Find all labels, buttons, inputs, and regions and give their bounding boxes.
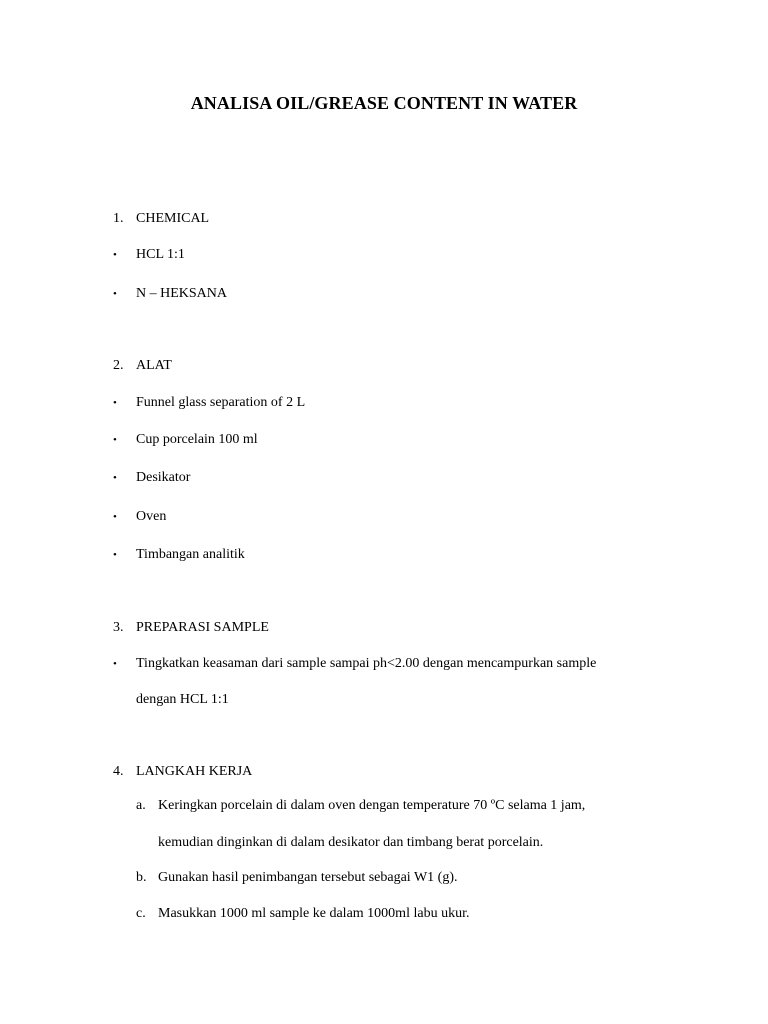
bullet-icon: • [113, 549, 117, 561]
section-heading: CHEMICAL [136, 211, 210, 226]
document-title: ANALISA OIL/GREASE CONTENT IN WATER [190, 93, 578, 113]
section-number: 4. [113, 764, 124, 779]
list-item-text: dengan HCL 1:1 [136, 692, 229, 707]
section-number: 3. [113, 620, 124, 635]
section-number: 1. [113, 211, 124, 226]
section-heading: ALAT [136, 358, 172, 373]
bullet-icon: • [113, 288, 117, 300]
bullet-icon: • [113, 249, 117, 261]
step-text: Keringkan porcelain di dalam oven dengan temperature 70 ºC selama 1 jam, [158, 798, 586, 813]
step-letter: c. [136, 906, 146, 921]
section-number: 2. [113, 358, 124, 373]
list-item-text: Oven [136, 509, 167, 524]
step-text: Gunakan hasil penimbangan tersebut sebagai W1 (g). [158, 870, 458, 885]
bullet-icon: • [113, 434, 117, 446]
step-letter: b. [136, 870, 147, 885]
list-item-text: Tingkatkan keasaman dari sample sampai ph<2.00 dengan mencampurkan sample [136, 656, 597, 671]
list-item-text: N – HEKSANA [136, 286, 227, 301]
bullet-icon: • [113, 511, 117, 523]
bullet-icon: • [113, 658, 117, 670]
list-item-text: HCL 1:1 [136, 247, 185, 262]
section-heading: PREPARASI SAMPLE [136, 620, 269, 635]
bullet-icon: • [113, 397, 117, 409]
list-item-text: Desikator [136, 470, 191, 485]
list-item-text: Timbangan analitik [136, 547, 245, 562]
section-heading: LANGKAH KERJA [136, 764, 253, 779]
list-item-text: Cup porcelain 100 ml [136, 432, 258, 447]
step-text: Masukkan 1000 ml sample ke dalam 1000ml labu ukur. [158, 906, 470, 921]
bullet-icon: • [113, 472, 117, 484]
list-item-text: Funnel glass separation of 2 L [136, 395, 306, 410]
step-text: kemudian dinginkan di dalam desikator dan timbang berat porcelain. [158, 835, 544, 850]
step-letter: a. [136, 798, 146, 813]
